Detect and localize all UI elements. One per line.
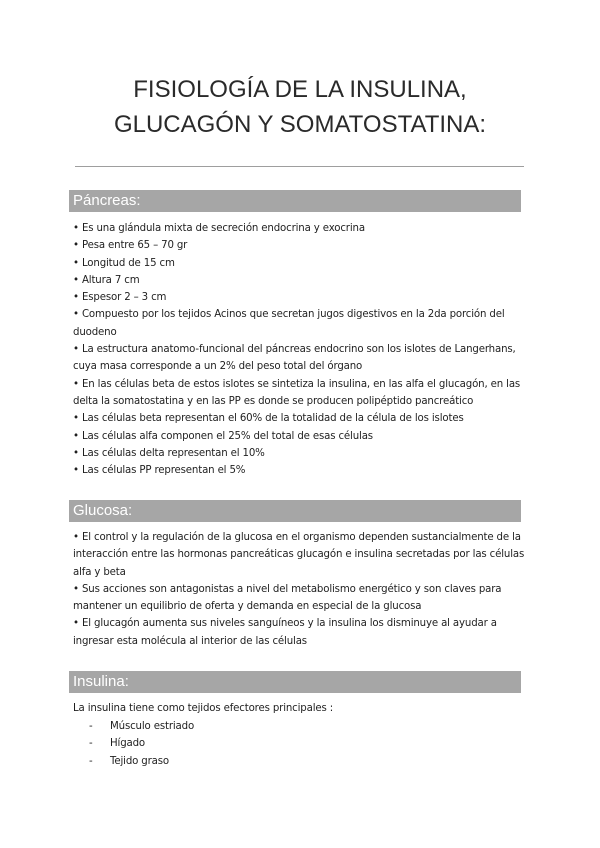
list-item-label: Hígado	[110, 738, 146, 750]
list-item: • Pesa entre 65 – 70 gr	[73, 237, 528, 254]
list-item: • El control y la regulación de la glucosa en el organismo dependen sustancialmente de la interacción entre las hormonas pancreáticas glucagón e insulina secretadas por las células alfa y beta	[73, 529, 528, 581]
list-item: • Compuesto por los tejidos Acinos que secretan jugos digestivos en la 2da porción del duodeno	[73, 306, 528, 341]
list-item: • La estructura anatomo-funcional del páncreas endocrino son los islotes de Langerhans, cuya masa corresponde a un 2% del peso total del órgano	[73, 341, 528, 376]
dash-marker: -	[89, 738, 93, 750]
list-item: • Altura 7 cm	[73, 272, 528, 289]
pancreas-bullet-list	[73, 220, 528, 479]
section-header-glucosa: Glucosa:	[69, 500, 521, 522]
list-item: • El glucagón aumenta sus niveles sanguíneos y la insulina los disminuye al ayudar a ingresar esta molécula al interior de las células	[73, 615, 528, 650]
list-item: • En las células beta de estos islotes se sintetiza la insulina, en las alfa el glucagón, en las delta la somatostatina y en las PP es donde se producen polipéptido pancreático	[73, 376, 528, 411]
page-title-line-2: GLUCAGÓN Y SOMATOSTATINA:	[113, 111, 487, 138]
list-item-label: Tejido graso	[110, 755, 169, 767]
list-item: • Espesor 2 – 3 cm	[73, 289, 528, 306]
insulina-tissue-list	[89, 718, 194, 770]
list-item	[89, 735, 194, 752]
list-item: • Las células PP representan el 5%	[73, 462, 528, 479]
list-item: • Las células delta representan el 10%	[73, 445, 528, 462]
glucosa-bullet-list	[73, 529, 528, 650]
list-item-label: Músculo estriado	[110, 721, 195, 732]
list-item	[89, 753, 194, 770]
section-header-pancreas: Páncreas:	[69, 190, 521, 212]
list-item	[89, 718, 194, 735]
section-header-insulina: Insulina:	[69, 671, 521, 693]
title-divider	[75, 166, 524, 167]
dash-marker: -	[89, 721, 93, 732]
insulina-intro: La insulina tiene como tejidos efectores principales :	[73, 703, 334, 714]
page-title	[0, 72, 600, 142]
list-item: • Es una glándula mixta de secreción endocrina y exocrina	[73, 220, 528, 237]
page-title-line-1: FISIOLOGÍA DE LA INSULINA,	[133, 76, 467, 103]
dash-marker: -	[89, 755, 93, 767]
list-item: • Las células alfa componen el 25% del total de esas células	[73, 428, 528, 445]
list-item: • Sus acciones son antagonistas a nivel del metabolismo energético y son claves para mantener un equilibrio de oferta y demanda en especial de la glucosa	[73, 581, 528, 616]
list-item: • Longitud de 15 cm	[73, 255, 528, 272]
list-item: • Las células beta representan el 60% de la totalidad de la célula de los islotes	[73, 410, 528, 427]
